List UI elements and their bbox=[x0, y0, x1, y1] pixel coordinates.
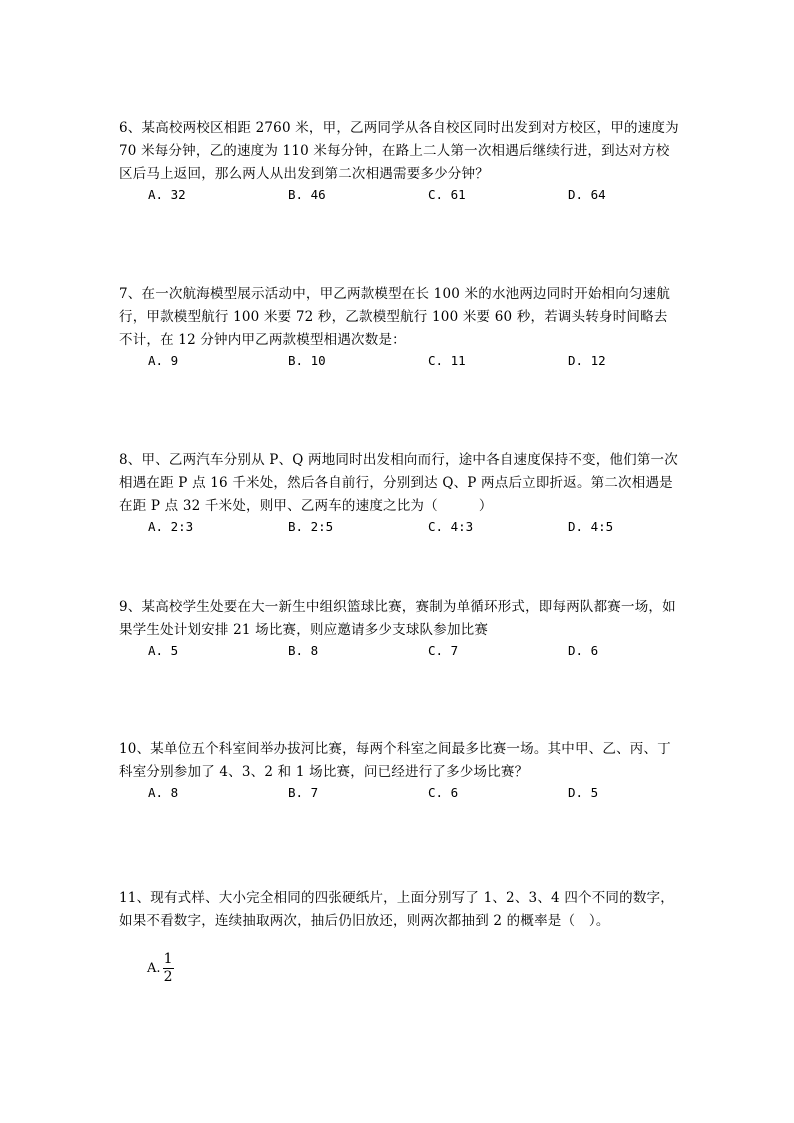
option-d: D. 4:5 bbox=[568, 519, 614, 534]
option-d: D. 12 bbox=[568, 353, 606, 368]
option-d: D. 64 bbox=[568, 187, 606, 202]
question-10 bbox=[119, 738, 679, 805]
option-b: B. 8 bbox=[288, 643, 319, 658]
fraction-numerator: 1 bbox=[163, 951, 173, 967]
option-c: C. 6 bbox=[428, 785, 459, 800]
question-11 bbox=[119, 887, 679, 933]
question-stem: 9、某高校学生处要在大一新生中组织篮球比赛，赛制为单循环形式，即每两队都赛一场，如果学生处计划安排 21 场比赛，则应邀请多少支球队参加比赛 bbox=[119, 599, 676, 638]
option-a: A. 8 bbox=[148, 785, 179, 800]
question-8 bbox=[119, 449, 679, 539]
option-c: C. 7 bbox=[428, 643, 459, 658]
option-a: A. 5 bbox=[148, 643, 179, 658]
options-row bbox=[119, 187, 679, 207]
fraction bbox=[163, 952, 174, 985]
fraction-denominator: 2 bbox=[163, 969, 173, 985]
options-row bbox=[119, 785, 679, 805]
option-c: C. 61 bbox=[428, 187, 466, 202]
option-b: B. 2:5 bbox=[288, 519, 334, 534]
question-stem: 8、甲、乙两汽车分别从 P、Q 两地同时出发相向而行，途中各自速度保持不变，他们第一次相遇在距 P 点 16 千米处，然后各自前行，分别到达 Q、P 两点后立即折返。第二次相遇是在距 P 点 32 千米处，则甲、乙两车的速度之比为（ ） bbox=[119, 452, 678, 514]
question-stem: 6、某高校两校区相距 2760 米，甲，乙两同学从各自校区同时出发到对方校区，甲的速度为 70 米每分钟，乙的速度为 110 米每分钟，在路上二人第一次相遇后继续行进，到达对方校区后马上返回，那么两人从出发到第二次相遇需要多少分钟？ bbox=[119, 120, 679, 182]
option-a: A. 2:3 bbox=[148, 519, 194, 534]
option-b: B. 10 bbox=[288, 353, 326, 368]
option-d: D. 5 bbox=[568, 785, 599, 800]
option-b: B. 46 bbox=[288, 187, 326, 202]
question-stem: 10、某单位五个科室间举办拔河比赛，每两个科室之间最多比赛一场。其中甲、乙、丙、丁科室分别参加了 4、3、2 和 1 场比赛，问已经进行了多少场比赛？ bbox=[119, 741, 671, 780]
options-row bbox=[119, 519, 679, 539]
option-a-fraction bbox=[147, 952, 174, 985]
option-a: A. 32 bbox=[148, 187, 186, 202]
question-9 bbox=[119, 596, 679, 663]
question-stem: 7、在一次航海模型展示活动中，甲乙两款模型在长 100 米的水池两边同时开始相向匀速航行，甲款模型航行 100 米要 72 秒，乙款模型航行 100 米要 60 秒，若调头转身时间略去不计，在 12 分钟内甲乙两款模型相遇次数是： bbox=[119, 286, 671, 348]
option-c: C. 4:3 bbox=[428, 519, 474, 534]
option-d: D. 6 bbox=[568, 643, 599, 658]
question-stem: 11、现有式样、大小完全相同的四张硬纸片，上面分别写了 1、2、3、4 四个不同的数字，如果不看数字，连续抽取两次，抽后仍旧放还，则两次都抽到 2 的概率是（ ）。 bbox=[119, 890, 674, 929]
option-b: B. 7 bbox=[288, 785, 319, 800]
options-row bbox=[119, 643, 679, 663]
question-7 bbox=[119, 283, 679, 373]
question-6 bbox=[119, 117, 679, 207]
options-row bbox=[119, 353, 679, 373]
option-a: A. 9 bbox=[148, 353, 179, 368]
option-a-label: A. bbox=[147, 961, 161, 976]
option-c: C. 11 bbox=[428, 353, 466, 368]
